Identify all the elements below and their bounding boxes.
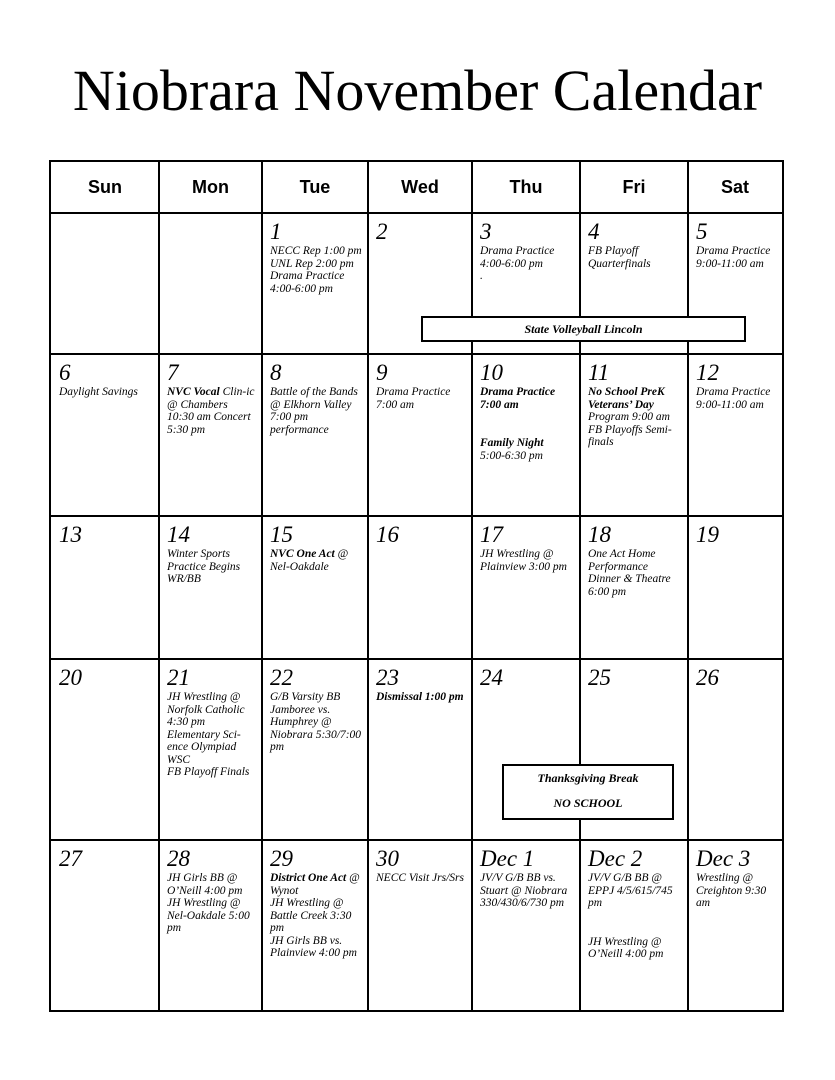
event-highlight: Family Night [480,437,544,449]
calendar-event [270,935,363,960]
event-text: FB Playoff Finals [167,766,250,778]
event-highlight: Drama Practice 7:00 am [480,386,556,411]
day-cell [160,517,261,658]
calendar-event [270,386,363,436]
calendar-event [167,729,257,767]
day-cell [689,841,781,1011]
calendar-event [376,872,467,885]
day-number: 9 [376,360,388,385]
calendar-event [480,437,575,450]
day-number: 2 [376,219,388,244]
event-highlight: Dismissal 1:00 pm [376,691,464,703]
event-highlight: Veterans’ Day [588,398,654,411]
day-cell [52,660,158,839]
event-text: FB Playoff Quarterfinals [588,245,651,270]
event-highlight: No School PreK [588,386,665,398]
day-cell [581,841,687,1011]
event-text: Drama Practice 4:00-6:00 pm [480,245,555,270]
event-text: @ Wynot [270,872,360,897]
event-text: . [480,270,483,282]
day-cell [369,517,471,658]
day-cell [473,355,579,515]
calendar-event [588,936,683,961]
event-highlight: District One Act [270,872,347,884]
day-cell [369,355,471,515]
day-number: 27 [59,846,82,871]
event-text: 5:00-6:30 pm [480,449,543,462]
event-text: G/B Varsity BB Jamboree vs. Humphrey @ Niobrara 5:30/7:00 pm [270,691,362,753]
day-cell [52,841,158,1011]
event-text: JV/V G/B BB vs. Stuart @ Niobrara 330/430/6/730 pm [480,872,568,909]
calendar-event [167,386,257,436]
calendar-event [480,245,575,270]
day-cell [473,841,579,1011]
header-sat: Sat [720,177,749,197]
event-text: JH Girls BB @ O’Neill 4:00 pm [167,872,243,897]
day-number: 16 [376,522,399,547]
day-number: 13 [59,522,82,547]
day-number: 29 [270,846,293,871]
calendar-event [167,691,257,729]
event-text: Drama Practice 4:00-6:00 pm [270,270,345,295]
event-text: UNL Rep 2:00 pm [270,257,354,270]
day-number: 30 [376,846,399,871]
state-volleyball-banner [421,316,746,342]
calendar-event [376,691,467,704]
page-title: Niobrara November Calendar [72,58,763,123]
day-number: 17 [480,522,503,547]
event-text: Elementary Sci-ence Olympiad WSC [167,728,241,766]
day-number: 12 [696,360,719,385]
day-number: 10 [480,360,503,385]
calendar-event [59,386,154,399]
thanksgiving-break-banner [502,764,674,820]
event-text: Battle of the Bands @ Elkhorn Valley 7:00 pm performance [270,386,358,436]
day-number: 20 [59,665,82,690]
day-cell [52,517,158,658]
calendar-event [588,386,683,399]
calendar-event [167,548,257,586]
calendar-event [270,245,363,258]
calendar-grid [49,160,784,1012]
day-cell [689,517,781,658]
calendar-event [270,270,363,295]
calendar-event [696,386,777,411]
event-text: JH Wrestling @ Norfolk Catholic 4:30 pm [167,691,245,728]
calendar-event [270,897,363,935]
event-text: Drama Practice 9:00-11:00 am [696,386,771,411]
event-text: Clin-ic @ Chambers 10:30 am Concert 5:30 pm [167,386,255,436]
day-number: 21 [167,665,190,690]
day-cell [689,355,781,515]
event-text: JH Wrestling @ O’Neill 4:00 pm [588,935,664,960]
day-cell [52,214,158,353]
day-number: 8 [270,360,282,385]
day-cell [263,841,367,1011]
day-number: 22 [270,665,293,690]
event-text: Drama Practice 7:00 am [376,386,451,411]
event-text: Program 9:00 am [588,411,670,423]
event-text: JH Wrestling @ Plainview 3:00 pm [480,548,567,573]
calendar-event [480,450,575,463]
day-number: 3 [480,219,492,244]
calendar-event [480,548,575,573]
state-volleyball-label: State Volleyball Lincoln [524,322,643,336]
header-wed: Wed [401,177,439,197]
calendar-event [270,691,363,754]
event-text: Drama Practice 9:00-11:00 am [696,245,771,270]
day-cell [160,355,261,515]
day-number: Dec 1 [480,846,535,871]
header-fri: Fri [622,177,646,197]
day-number: 11 [588,360,610,385]
day-number: 18 [588,522,611,547]
day-cell [263,214,367,353]
event-text: NECC Rep 1:00 pm [270,245,362,257]
day-number: 26 [696,665,719,690]
calendar-event [696,245,777,270]
calendar-event [167,766,257,779]
calendar-event [480,270,575,283]
event-text: Wrestling @ Creighton 9:30 am [696,872,767,909]
day-cell [473,517,579,658]
calendar-event [480,386,575,411]
day-number: 24 [480,665,503,690]
day-number: 28 [167,846,190,871]
calendar-event [588,245,683,270]
event-text: JH Wrestling @ Nel-Oakdale 5:00 pm [167,897,250,934]
day-cell [369,841,471,1011]
event-text: FB Playoffs Semi-finals [588,423,672,448]
header-mon: Mon [192,177,229,197]
event-highlight: NVC Vocal [167,386,220,398]
day-cell [263,660,367,839]
day-cell [263,517,367,658]
calendar-event [480,872,575,910]
day-cell [263,355,367,515]
event-text: Daylight Savings [59,386,138,398]
day-cell [689,660,781,839]
day-number: 23 [376,665,399,690]
day-number: Dec 3 [696,846,751,871]
day-cell [160,841,261,1011]
no-school-label: NO SCHOOL [553,796,623,810]
day-cell [369,660,471,839]
calendar-event [588,424,683,449]
calendar-event [696,872,777,910]
calendar-event [376,386,467,411]
day-number: 7 [167,360,179,385]
day-number: 5 [696,219,708,244]
event-text: Winter Sports Practice Begins WR/BB [167,548,241,585]
calendar-event [167,872,257,897]
day-cell [160,660,261,839]
calendar-event [588,399,683,412]
event-text: JV/V G/B BB @ EPPJ 4/5/615/745 pm [588,872,673,909]
day-number: 25 [588,665,611,690]
day-cell [160,214,261,353]
day-number: 6 [59,360,71,385]
day-cell [52,355,158,515]
event-text: JH Wrestling @ Battle Creek 3:30 pm [270,897,352,934]
day-number: 14 [167,522,190,547]
day-number: Dec 2 [588,846,643,871]
event-text: JH Girls BB vs. Plainview 4:00 pm [270,934,357,959]
calendar-event [167,897,257,935]
day-cell [581,355,687,515]
event-highlight: NVC One Act [270,548,335,560]
day-number: 4 [588,219,600,244]
day-number: 1 [270,219,282,244]
day-number: 19 [696,522,719,547]
header-thu: Thu [509,177,543,197]
header-tue: Tue [299,177,331,197]
calendar-event [588,411,683,424]
day-cell [581,517,687,658]
event-text: One Act Home Performance Dinner & Theatre 6:00 pm [588,548,671,598]
calendar-event [588,872,683,910]
calendar-event [270,258,363,271]
calendar-event [270,548,363,573]
thanksgiving-break-label: Thanksgiving Break [537,771,639,785]
event-text: NECC Visit Jrs/Srs [376,872,464,884]
calendar-event [270,872,363,897]
event-text: @ Nel-Oakdale [270,548,349,573]
header-sun: Sun [88,177,122,197]
calendar-event [588,548,683,598]
day-number: 15 [270,522,293,547]
